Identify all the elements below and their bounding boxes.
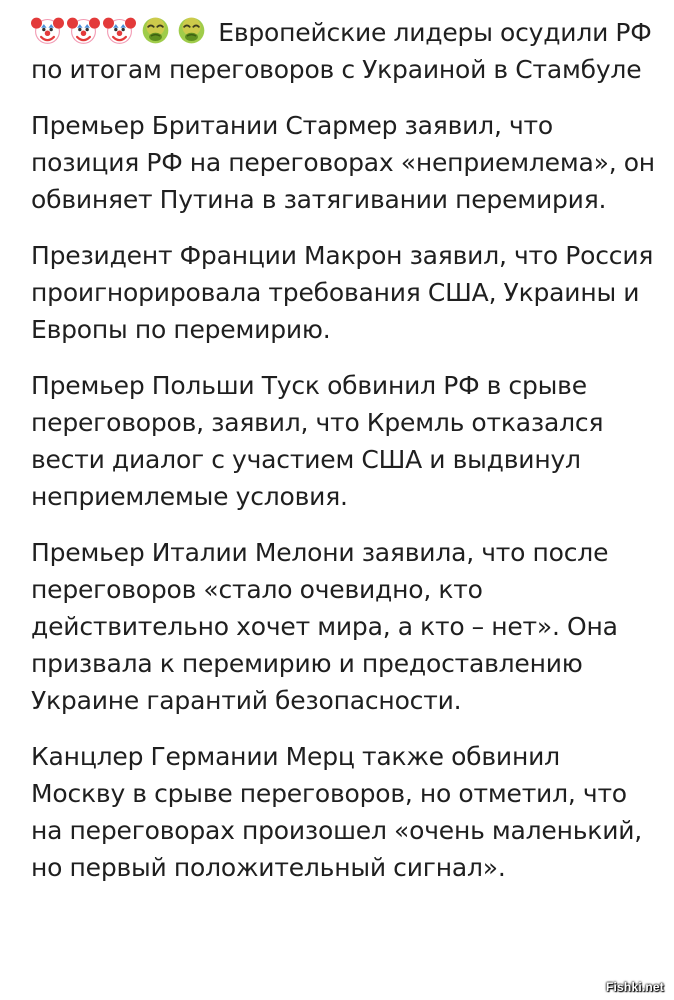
emoji-row (31, 18, 218, 47)
nauseated-face-icon (139, 14, 172, 47)
clown-face-icon (103, 14, 136, 47)
post-body (31, 14, 656, 905)
post-headline-paragraph (31, 14, 656, 88)
post-paragraph-italy: Премьер Италии Мелони заявила, что после переговоров «стало очевидно, кто действительно хочет мира, а кто – нет». Она призвала к перемирию и предоставлению Украине гарантий безопасности. (31, 538, 618, 715)
watermark-logo: Fishki.net (605, 980, 664, 994)
post-headline: Европейские лидеры осудили РФ по итогам переговоров с Украиной в Стамбуле (31, 18, 652, 84)
post-paragraph-germany: Канцлер Германии Мерц также обвинил Москву в срыве переговоров, но отметил, что на переговорах произошел «очень маленький, но первый положительный сигнал». (31, 742, 643, 882)
clown-face-icon (67, 14, 100, 47)
clown-face-icon (31, 14, 64, 47)
nauseated-face-icon (175, 14, 208, 47)
post-paragraph-poland: Премьер Польши Туск обвинил РФ в срыве переговоров, заявил, что Кремль отказался вести диалог с участием США и выдвинул неприемлемые условия. (31, 371, 604, 511)
post-paragraph-france: Президент Франции Макрон заявил, что Россия проигнорировала требования США, Украины и Европы по перемирию. (31, 241, 654, 344)
post-paragraph-uk: Премьер Британии Стармер заявил, что позиция РФ на переговорах «неприемлема», он обвиняет Путина в затягивании перемирия. (31, 111, 655, 214)
